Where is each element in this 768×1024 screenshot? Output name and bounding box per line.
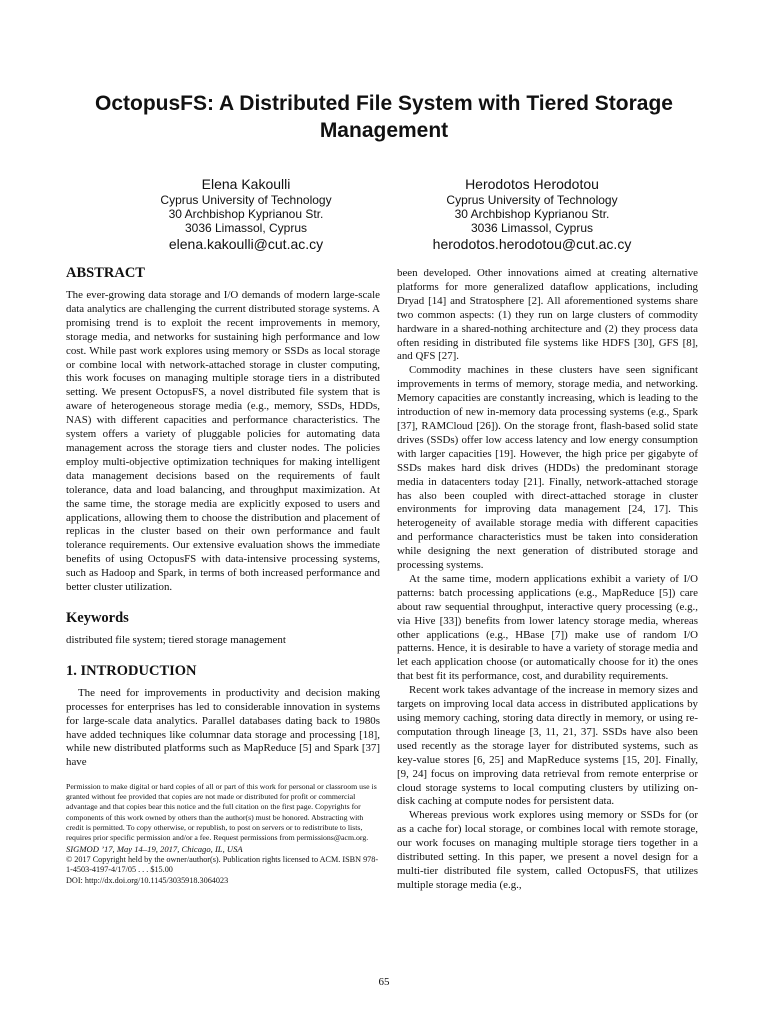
keywords-text: distributed file system; tiered storage management (66, 633, 286, 646)
left-column (66, 264, 380, 886)
body-paragraph: Recent work takes advantage of the increase in memory sizes and targets on improving local data access in distributed applications by using memory caching, storing data directly in memory, or using re-computation through lineage [3, 11, 21, 37]. SSDs have also been used recently as the storage layer for distributed systems, such as key-value stores [6, 25] and MapReduce systems [15, 20]. Finally, [9, 24] focus on improving data retrieval from remote enterprise or cloud storage systems to local computing clusters by utilizing on-disk caching at compute nodes for persistent data. (397, 684, 698, 808)
author-name: Elena Kakoulli (201, 176, 291, 192)
author-block-1 (96, 176, 396, 253)
author-email: herodotos.herodotou@cut.ac.cy (432, 236, 632, 252)
intro-paragraph: The need for improvements in productivity and decision making processes for enterprises has led to considerable innovation in systems for large-scale data analytics. Parallel databases dating back to 1980s have added techniques like columnar data storage and processing [18], while new distributed platforms such as MapReduce [5] and Spark [37] have (66, 686, 380, 769)
author-address-line: 30 Archbishop Kyprianou Str. (454, 207, 610, 221)
body-paragraph: Whereas previous work explores using memory or SSDs for (or as a cache for) local storage, or combines local with remote storage, our work focuses on managing multiple storage tiers together in a distributed setting. In this paper, we present a novel design for a multi-tier distributed file system, called OctopusFS, that utilizes multiple storage media (e.g., (397, 809, 698, 891)
author-block-2 (382, 176, 682, 253)
page-number: 65 (378, 976, 390, 988)
keywords-heading: Keywords (66, 609, 129, 626)
body-paragraph: Commodity machines in these clusters have seen significant improvements in terms of memory, storage media, and networking. Memory capacities are constantly increasing, which is leading to the introduction of new in-memory data processing systems (e.g., Spark [37], RAMCloud [26]). On the storage front, flash-based solid state drives (SSDs) offer low access latency and low energy consumption with larger capacities [19]. However, the high price per gigabyte of SSDs makes hard disk drives (HDDs) the predominant storage media in datacenters today [21]. Finally, network-attached storage has also been coupled with direct-attached storage in cluster environments for improving data management [24, 17]. This heterogeneity of available storage media with different capacities and performance characteristics must be taken into consideration while designing the next generation of distributed storage and processing systems. (397, 364, 698, 572)
body-paragraph: been developed. Other innovations aimed at creating alternative platforms for more generalized dataflow applications, including Dryad [14] and Stratosphere [2]. All aforementioned systems share two common aspects: (1) they run on large clusters of commodity hardware in a shared-nothing architecture and (2) they process data often residing in distributed file systems like HDFS [30], GFS [8], and QFS [27]. (397, 267, 698, 363)
conference-info: SIGMOD ’17, May 14–19, 2017, Chicago, IL, USA (66, 843, 243, 854)
permission-text: Permission to make digital or hard copies of all or part of this work for personal or classroom use is granted without fee provided that copies are not made or distributed for profit or commercial advantage and that copies bear this notice and the full citation on the first page. Copyrights for components of this work owned by others than the author(s) must be honored. Abstracting with credit is permitted. To copy otherwise, or republish, to post on servers or to redistribute to lists, requires prior specific permission and/or a fee. Request permissions from permissions@acm.org. (66, 782, 377, 842)
author-name: Herodotos Herodotou (465, 176, 599, 192)
author-affiliation: Cyprus University of Technology (446, 193, 618, 207)
author-address-line: 3036 Limassol, Cyprus (470, 221, 594, 235)
introduction-heading: 1. INTRODUCTION (66, 662, 197, 679)
author-affiliation: Cyprus University of Technology (160, 193, 332, 207)
author-email: elena.kakoulli@cut.ac.cy (168, 236, 324, 252)
copyright-notice: © 2017 Copyright held by the owner/author(s). Publication rights licensed to ACM. ISBN 978-1-4503-4197-4/17/05 . . . $15.00 (66, 854, 379, 875)
body-paragraph: At the same time, modern applications exhibit a variety of I/O patterns: batch processing applications (e.g., MapReduce [5]) care about raw sequential throughput, interactive query processing (e.g., via Hive [33]) benefits from lower latency storage media, whereas other applications (e.g., HBase [7]) make use of random I/O patterns. Hence, it is desirable to have a variety of storage media and let each application choose (or automatically choose for it) the ones that best fit its performance, cost, and durability requirements. (397, 572, 698, 683)
right-column (397, 267, 698, 893)
paper-title: OctopusFS: A Distributed File System with Tiered Storage Management (95, 92, 673, 142)
abstract-text: The ever-growing data storage and I/O demands of modern large-scale data analytics are challenging the current distributed storage systems. A promising trend is to exploit the recent improvements in memory, storage media, and networks for sustaining high performance and low cost. While past work explores using memory or SSDs as local storage or combine local with network-attached storage in cluster computing, this work focuses on managing multiple storage tiers in a distributed setting. We present OctopusFS, a novel distributed file system that is aware of heterogeneous storage media (e.g., memory, SSDs, HDDs, NAS) with different capacities and performance characteristics. The system offers a variety of pluggable policies for automating data management across the storage tiers and cluster nodes. The policies employ multi-objective optimization techniques for making intelligent data management decisions based on the requirements of fault tolerance, data and load balancing, and throughput maximization. At the same time, the storage media are explicitly exposed to users and applications, allowing them to choose the distribution and placement of replicas in the cluster based on their own performance and fault tolerance requirements. Our extensive evaluation shows the immediate benefits of using OctopusFS with data-intensive processing systems, such as Hadoop and Spark, in terms of both increased performance and better cluster utilization. (66, 289, 380, 594)
permission-footnote (66, 782, 380, 886)
author-address-line: 3036 Limassol, Cyprus (184, 221, 308, 235)
doi-text: DOI: http://dx.doi.org/10.1145/3035918.3064023 (66, 875, 229, 885)
author-address-line: 30 Archbishop Kyprianou Str. (168, 207, 324, 221)
abstract-heading: ABSTRACT (66, 265, 145, 281)
